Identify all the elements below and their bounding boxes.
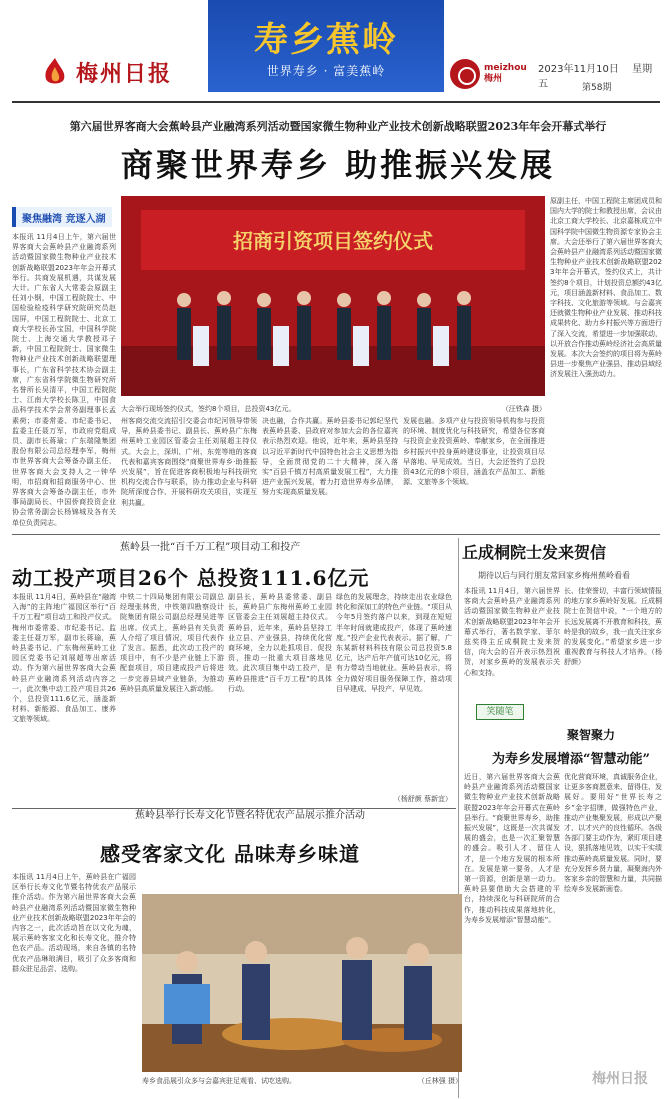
photo-banner-text: 招商引资项目签约仪式 [233, 229, 433, 253]
lead-headline[interactable]: 商聚世界寿乡 助推振兴发展 [120, 146, 556, 184]
ceremony-scene-icon [121, 196, 545, 396]
story2-column-2: 中铁二十四局集团有限公司副总经理张林贵，中铁第四勘察设计院集团有限公司副总经理吴进等出席。仪式上，蕉岭县有关负责人介绍了项目情况，项目代表作了发言。据悉，此次动工投产的项目中，有不少是产业链上下游配套项目，项目建成投产后将进一步完善县域产业链条，为推动蕉岭县高质量发展注入新动能。 [120, 593, 224, 693]
page-banner [208, 0, 444, 92]
lead-column-4: 发展也融。多项产业与投资领导机构参与投资的环境、制度优化与科技研究，希望各位客商与投资企业投资蕉岭、奉献家乡，在全面推进乡村振兴中投身蕉岭建设事业，让投资项目尽早落地、早见成效。当日，大会还签约了总投资43亿元的8个项目，涵盖农产品加工、新能源、文旅等多个领域。 [403, 417, 545, 487]
commentary-column-2: 优化营商环境，真诚服务企业，让更多客商愿意来、留得住、发展好。要用好“世界长寿之乡”金字招牌，做强特色产业，推动产业集聚发展，形成以产聚才、以才兴产的良性循环。各级各部门要主动作为，紧盯项目建设，狠抓落地见效，以实干实绩推动蕉岭高质量发展。同时，要充分发挥乡贤力量，凝聚海内外客家乡亲的智慧和力量，共同描绘寿乡发展新画卷。 [564, 773, 662, 894]
story4-photo-credit: （丘林强 摄） [417, 1077, 462, 1085]
food-expo-photo[interactable] [142, 894, 462, 1072]
commentary-tag: 笑随笔 [476, 704, 524, 720]
story2-column-1: 本报讯 11月4日，蕉岭县在“融湾入海”的主阵地广福园区举行“百千万工程”项目动工和投产仪式。梅州市委常委、市纪委书记、监委主任聂万军，副市长蒋瑜，蕉岭县委书记、广东梅州蕉岭工业园区党委书记刘展超等出席活动。作为第六届世界客商大会蕉岭县产业融湾系列活动内容之一，此次集中动工投产项目共26个，总投资111.6亿元，涵盖新材料、新能源、食品加工、康养文旅等领域。 [12, 593, 116, 724]
paper-name: 梅州日报 [76, 60, 173, 87]
meizhou-logo-line2: 梅州 [484, 74, 503, 84]
lead-photo-caption: 大会举行现场签约仪式，签约8个项目，总投资43亿元。 [121, 405, 296, 413]
page-banner-title: 寿乡蕉岭 [254, 20, 398, 60]
lead-kicker: 第六届世界客商大会蕉岭县产业融湾系列活动暨国家微生物种业产业技术创新战略联盟2023年年会开幕式举行 [69, 120, 607, 133]
signing-ceremony-photo[interactable] [121, 196, 545, 396]
flame-logo-icon [38, 55, 72, 89]
watermark: 梅州日报 [592, 1071, 648, 1087]
issue-number: 第58期 [582, 83, 612, 93]
story4-kicker: 蕉岭县举行长寿文化节暨名特优农产品展示推介活动 [135, 810, 365, 821]
story3-column-2: 长、佳荣誉切，丰富行领域情报的地方家乡蕉岭好发展。丘成桐院士在贺信中说，“一个地方的长远发展离不开教育和科技，蕉岭是我的故乡，我一直关注家乡的发展变化。”希望家乡进一步重视教育与科技人才培养。（杨舒颜） [564, 587, 662, 667]
lead-column-2: 州客商交流交流招引交委会市纪河领导带领导，蕉岭县委书记、副县长、蕉岭县广东梅州蕉岭工业园区管委会主任刘展超主持仪式。大会上，深圳、广州、东莞等地的客商代表和嘉宾客商围绕“商聚世界寿乡·助推振兴发展”，旨在促进客商积极地与科技研究机构交流合作与联系，协力推动企业与科研院所深度合作、开展科研攻关项目，实现互利共赢。 [121, 417, 257, 507]
story2-column-4: 绿色的发展理念，持续走出农业绿色转化和深加工的特色产业链。“项目从今年5月签约落户以来，到现在短短半年时间就建成投产，体现了蕉岭速度。”投产企业代表表示。据了解，广东某新材料科技有限公司总投资5.8亿元，达产后年产值可达10亿元，将有力带动当地就业。蕉岭县表示，将全力做好项目服务保障工作，推动项目早建成、早投产、早见效。 [336, 593, 452, 693]
story3-subheadline: 期待以后与同行朋友常回家乡梅州蕉岭看看 [478, 571, 630, 580]
paper-logo[interactable] [38, 52, 188, 92]
masthead-rule [12, 101, 660, 103]
issue-weekday: 星期五 [538, 64, 653, 90]
meizhou-logo-line1: meizhou [484, 63, 527, 73]
story4-headline[interactable]: 感受客家文化 品味寿乡味道 [100, 842, 360, 866]
lead-photo-credit: （汪铁森 摄） [501, 405, 546, 413]
story4-photo-caption: 寿乡食品展引众多与会嘉宾驻足观看、试吃选购。 [142, 1077, 296, 1085]
story2-headline[interactable]: 动工投产项目26个 总投资111.6亿元 [12, 566, 370, 590]
story2-credit: （杨舒颜 蔡新宜） [393, 795, 452, 803]
story2-kicker: 蕉岭县一批“百千万工程”项目动工和投产 [120, 542, 301, 553]
section-divider [12, 534, 660, 535]
meizhou-logo[interactable] [450, 56, 530, 92]
story2-column-3: 副县长，蕉岭县委常委、副县长，蕉岭县广东梅州蕉岭工业园区管委会主任刘展超主持仪式。蕉岭县，近年来，蕉岭县坚持工业立县、产业强县，持续优化营商环境，全力以赴抓项目、促投资，推动一批重大项目落地见效。此次项目集中动工投产，是蕉岭县推进“百千万工程”的具体行动。 [228, 593, 332, 693]
masthead [0, 0, 672, 96]
lead-column-3: 决也融，合作共赢。蕉岭县委书记郭纪坚代表蕉岭县委、县政府对参加大会的各位嘉宾表示热烈欢迎。他说，近年来，蕉岭县坚持以习近平新时代中国特色社会主义思想为指导，全面贯彻党的二十大精神，深入落实“百县千镇万村高质量发展工程”，大力推进产业振兴发展，着力打造世界寿乡品牌，努力实现高质量发展。 [262, 417, 398, 497]
story3-column-1: 本报讯 11月4日，第六届世界客商大会蕉岭县产业融湾系列活动暨国家微生物种业产业技术创新战略联盟2023年年会开幕式举行，著名数学家、菲尔兹奖得主丘成桐院士发来贺信，向大会的召开表示热烈祝贺，对家乡蕉岭的发展表示关心和支持。 [464, 587, 560, 677]
commentary-headline-line2[interactable]: 为寿乡发展增添“智慧动能” [492, 752, 650, 767]
story4-column-1: 本报讯 11月4日上午，蕉岭县在广福园区举行长寿文化节暨名特优农产品展示推介活动。作为第六届世界客商大会蕉岭县产业融湾系列活动暨国家微生物种业产业技术创新战略联盟2023年年会的内容之一，此次活动旨在以文化为魂，展示蕉岭客家文化和长寿文化，推介特色农产品。活动现场，来自各镇的名特优农产品琳琅满目，吸引了众多客商和群众驻足品尝、选购。 [12, 873, 136, 973]
commentary-headline-line1[interactable]: 聚智聚力 [566, 728, 615, 742]
lead-column-right: 原副主任，中国工程院主席团成员和国内大学的院士和教授出席，会议由北京工商大学校长、北京嘉栋成立中国科学院中国微生物资源专家协会主席。大会还举行了第六届世界客商大会蕉岭县产业融湾系列活动暨国家微生物种业产业技术创新战略联盟2023年年会开幕式，签约仪式上，共计签约8个项目，计划投资总额约43亿元，项目涵盖新材料、食品加工、数字科技、文化旅游等领域。与会嘉宾还就微生物种业产业发展、推动科技成果转化、助力乡村振兴等方面进行了深入交流，希望进一步加强联动，以开放合作推动蕉岭经济社会高质量发展。本次大会签约的项目将为蕉岭县进一步聚焦产业强县、推动县域经济发展注入强劲动力。 [550, 197, 662, 379]
issue-date: 2023年11月10日 [538, 64, 619, 75]
food-expo-scene-icon [142, 894, 462, 1072]
section-tag: 聚焦融湾 竞逐入湖 [12, 207, 112, 227]
meizhou-badge-icon [450, 59, 480, 89]
commentary-column-1: 近日，第六届世界客商大会蕉岭县产业融湾系列活动暨国家微生物种业产业技术创新战略联盟2023年年会开幕式在蕉岭县举行。“商聚世界寿乡，助推振兴发展”，这既是一次共谋发展的盛会，也是一次汇聚智慧的盛会。吸引人才、留住人才，是一个地方发展的根本所在。发展是第一要务，人才是第一资源，创新是第一动力。蕉岭县要借助大会搭建的平台，持续深化与科研院所的合作，推动科技成果落地转化，为寿乡发展增添“智慧动能”。 [464, 773, 560, 924]
story3-headline[interactable]: 丘成桐院士发来贺信 [462, 543, 607, 562]
lead-column-1: 本报讯 11月4日上午，第六届世界客商大会蕉岭县产业融湾系列活动暨国家微生物种业产业技术创新战略联盟2023年年会开幕式举行。共商发展机遇，共谋发展大计。广东省人大常委会原副主任刘小钢，中国工程院院士、中国检验检疫科学研究院研究员赵国屏，中国工程院院士、北京工商大学校长孙宝国，中国科学院院士、上海交通大学教授邓子新，中国工程院院士、国家微生物种业产业技术创新战略联盟理事长，广东省科学技术协会副主席，广东省科学院微生物研究所名誉所长吴清平，中国工程院院士、江南大学校长陈卫，中国食品科学技术学会常务副理事长孟素荷；市委常委、市纪委书记、监委主任聂万军，市政府党组成员、副市长蒋瑜；广东瑞隆集团股份有限公司总经理李军，梅州市世界客商大会筹备办副主任，世界客商大会支持人之一钟华明，市招商和招商服务中心、世界客商大会筹备办副主任，市外事局副局长、中国侨商投资企业协会常务副会长杨锦城及各有关单位负责同志。 [12, 233, 116, 527]
page-banner-slogan: 世界寿乡 · 富美蕉岭 [266, 64, 386, 78]
